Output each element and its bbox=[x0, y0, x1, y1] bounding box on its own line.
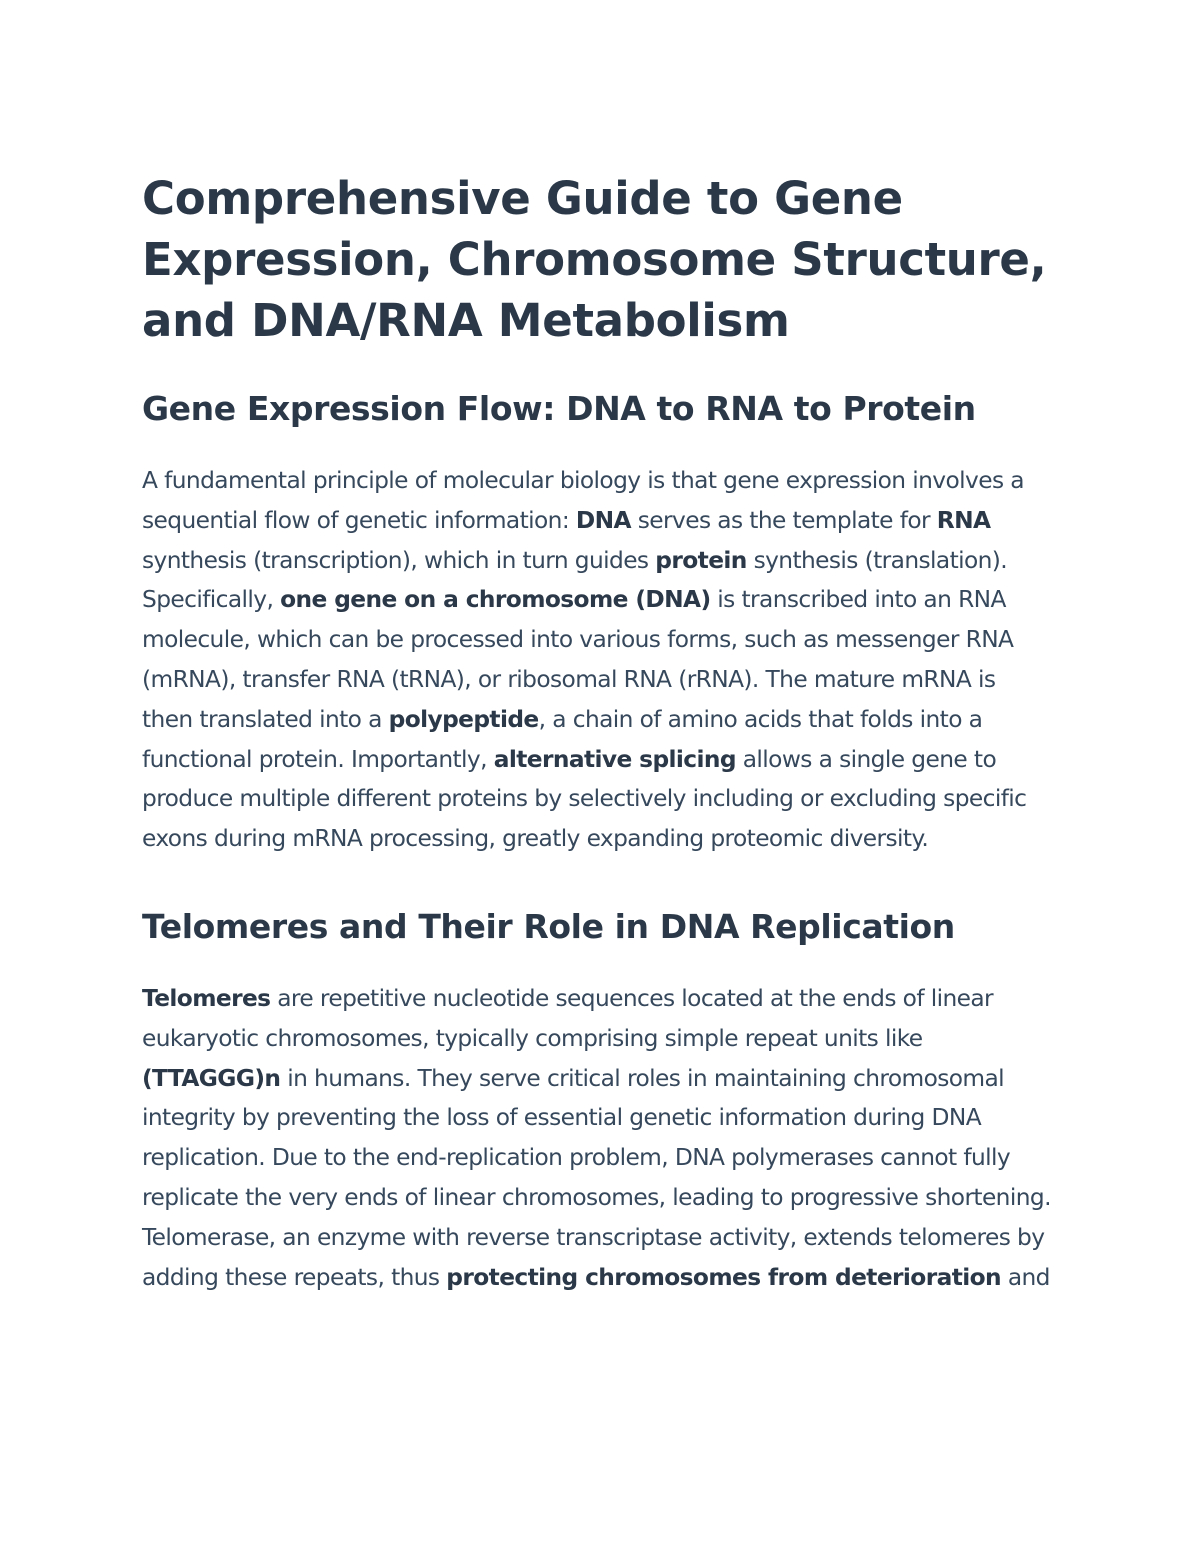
bold-term-alternative-splicing: alternative splicing bbox=[493, 745, 736, 773]
document-title: Comprehensive Guide to Gene Expression, Chromosome Structure, and DNA/RNA Metabolism bbox=[142, 172, 1047, 347]
text-run: synthesis (translation). Specifically, bbox=[142, 546, 1008, 614]
text-run: , a chain of amino acids that folds into a functional protein. Importantly, bbox=[142, 705, 983, 773]
text-run: allows a single gene to produce multiple different proteins by selectively including or excluding specific exons during mRNA processing, greatly expanding proteomic diversity. bbox=[142, 745, 1027, 853]
section-heading-gene-expression: Gene Expression Flow: DNA to RNA to Protein bbox=[142, 389, 976, 428]
bold-term-protecting-chromosomes: protecting chromosomes from deterioration bbox=[446, 1263, 1002, 1291]
section-heading-telomeres: Telomeres and Their Role in DNA Replication bbox=[142, 906, 955, 946]
text-run: are repetitive nucleotide sequences located at the ends of linear eukaryotic chromosomes, typically comprising simple repeat units like bbox=[142, 984, 994, 1052]
text-run: serves as the template for bbox=[630, 506, 937, 534]
bold-term-telomeres: Telomeres bbox=[142, 984, 271, 1012]
paragraph-gene-expression bbox=[142, 461, 1052, 859]
text-run: A fundamental principle of molecular biology is that gene expression involves a sequential flow of genetic information: bbox=[142, 467, 1024, 534]
text-run: and bbox=[1001, 1263, 1050, 1291]
bold-term-rna: RNA bbox=[936, 506, 991, 534]
bold-term-one-gene: one gene on a chromosome (DNA) bbox=[280, 586, 711, 614]
paragraph-telomeres bbox=[142, 979, 1052, 1297]
document-page bbox=[142, 168, 1052, 1297]
bold-term-protein: protein bbox=[655, 546, 747, 574]
text-run: synthesis (transcription), which in turn guides bbox=[142, 546, 656, 574]
text-run: is transcribed into an RNA molecule, which can be processed into various forms, such as messenger RNA (mRNA), transfer RNA (tRNA), or ribosomal RNA (rRNA). The mature mRNA is then translated into a bbox=[142, 586, 1014, 733]
text-run: in humans. They serve critical roles in maintaining chromosomal integrity by preventing the loss of essential genetic information during DNA replication. Due to the end-replication problem, DNA polymerases cannot fully replicate the very ends of linear chromosomes, leading to progressive shortening. Telomerase, an enzyme with reverse transcriptase activity, extends telomeres by adding these repeats, thus bbox=[142, 1064, 1051, 1291]
bold-term-ttaggg: (TTAGGG)n bbox=[142, 1064, 281, 1092]
bold-term-dna: DNA bbox=[575, 506, 631, 534]
bold-term-polypeptide: polypeptide bbox=[388, 705, 539, 733]
